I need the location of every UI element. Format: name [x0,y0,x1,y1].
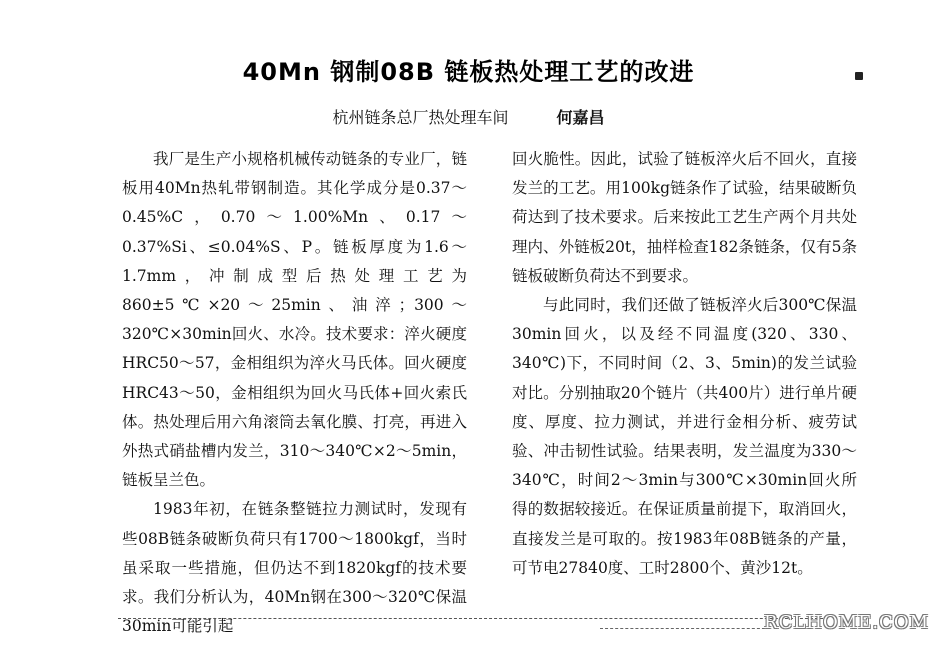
footer-divider [118,618,828,619]
author-name: 何嘉昌 [556,108,605,127]
print-mark [855,72,863,80]
paragraph: 与此同时，我们还做了链板淬火后300℃保温30min回火，以及经不同温度(320、330、340℃)下，不同时间（2、3、5min)的发兰试验对比。分别抽取20个链片（共400片）进行单片硬度、厚度、拉力测试，并进行金相分析、疲劳试验、冲击韧性试验。结果表明，发兰温度为330～340℃，时间2～3min与300℃×30min回火所得的数据较接近。在保证质量前提下，取消回火，直接发兰是可取的。按1983年08B链条的产量，可节电27840度、工时2800个、黄沙12t。 [512,296,857,577]
right-column [512,145,857,583]
affiliation: 杭州链条总厂热处理车间 [332,108,509,127]
paragraph: 回火脆性。因此，试验了链板淬火后不回火，直接发兰的工艺。用100kg链条作了试验，结果破断负荷达到了技术要求。后来按此工艺生产两个月共处理内、外链板20t，抽样检查182条链条，仅有5条链板破断负荷达不到要求。 [512,150,857,285]
byline [0,105,937,128]
paragraph: 1983年初，在链条整链拉力测试时，发现有些08B链条破断负荷只有1700～1800kgf，当时虽采取一些措施，但仍达不到1820kgf的技术要求。我们分析认为，40Mn钢在300～320℃保温30min可能引起 [122,500,467,636]
left-column [122,145,467,641]
paragraph: 我厂是生产小规格机械传动链条的专业厂，链板用40Mn热轧带钢制造。其化学成分是0.37～0.45%C，0.70～1.00%Mn、0.17～0.37%Si、≤0.04%S、P。链板厚度为1.6～1.7mm，冲制成型后热处理工艺为 860±5℃×20～25min、油淬；300～320℃×30min回火、水冷。技术要求：淬火硬度HRC50～57，金相组织为淬火马氏体。回火硬度HRC43～50，金相组织为回火马氏体+回火索氏体。热处理后用六角滚筒去氧化膜、打亮，再进入外热式硝盐槽内发兰，310～340℃×2～5min，链板呈兰色。 [122,150,467,490]
article-title: 40Mn 钢制08B 链板热处理工艺的改进 [242,58,695,86]
watermark: RCLHOME.COM [764,612,929,633]
footer-divider-secondary [600,628,770,629]
